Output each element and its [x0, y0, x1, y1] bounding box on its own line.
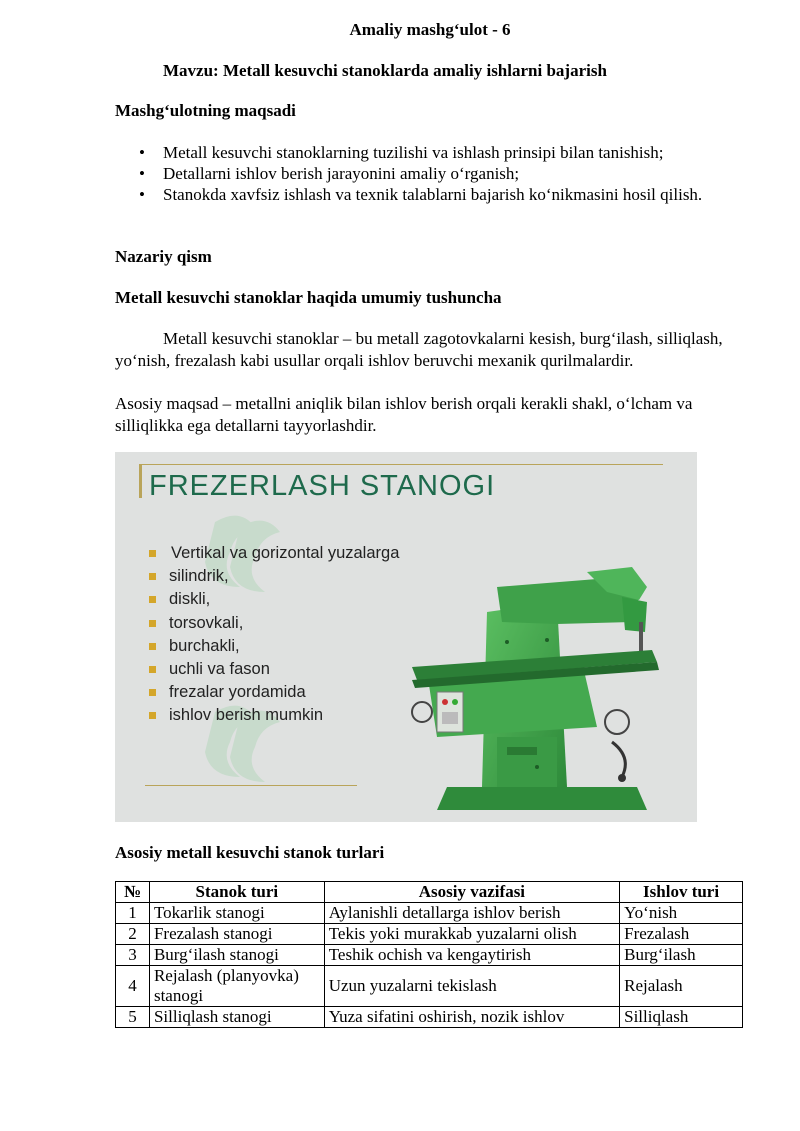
- milling-machine-figure: [115, 452, 697, 822]
- goal-item: • Metall kesuvchi stanoklarning tuzilishi va ishlash prinsipi bilan tanishish;: [139, 142, 739, 163]
- cell-process: Yo‘nish: [620, 903, 743, 924]
- milling-machine-icon: [407, 552, 667, 817]
- machine-types-table: [115, 881, 743, 1028]
- theory-heading: Nazariy qism: [115, 247, 212, 266]
- cell-function: Tekis yoki murakkab yuzalarni olish: [324, 924, 619, 945]
- figure-list-item: diskli,: [147, 588, 399, 611]
- cell-function: Aylanishli detallarga ishlov berish: [324, 903, 619, 924]
- column-header-number: №: [116, 882, 150, 903]
- goal-item: • Stanokda xavfsiz ishlash va texnik talablarni bajarish ko‘nikmasini hosil qilish.: [139, 184, 739, 205]
- column-header-type: Stanok turi: [149, 882, 324, 903]
- cell-number: 2: [116, 924, 150, 945]
- table-row: [116, 1007, 743, 1028]
- goals-list: [139, 142, 739, 205]
- column-header-process: Ishlov turi: [620, 882, 743, 903]
- table-heading: Asosiy metall kesuvchi stanok turlari: [115, 843, 385, 862]
- figure-list-item: burchakli,: [147, 635, 399, 658]
- paragraph-definition: Metall kesuvchi stanoklar – bu metall zagotovkalarni kesish, burg‘ilash, silliqlash, yo‘nish, frezalash kabi usullar orqali ishlov beruvchi mexanik qurilmalardir.: [115, 329, 723, 370]
- cell-function: Uzun yuzalarni tekislash: [324, 966, 619, 1007]
- figure-item-list: [147, 542, 399, 728]
- table-header-row: [116, 882, 743, 903]
- figure-bottom-rule: [145, 785, 357, 786]
- column-header-function: Asosiy vazifasi: [324, 882, 619, 903]
- figure-title: FREZERLASH STANOGI: [149, 470, 496, 502]
- goal-item: • Detallarni ishlov berish jarayonini amaliy o‘rganish;: [139, 163, 739, 184]
- table-row: [116, 966, 743, 1007]
- cell-number: 4: [116, 966, 150, 1007]
- figure-side-rule: [139, 464, 142, 498]
- figure-top-rule: [139, 464, 663, 465]
- figure-list-item: uchli va fason: [147, 658, 399, 681]
- cell-function: Teshik ochish va kengaytirish: [324, 945, 619, 966]
- cell-number: 3: [116, 945, 150, 966]
- cell-number: 5: [116, 1007, 150, 1028]
- bullet-square-icon: [149, 550, 156, 557]
- paragraph-purpose: Asosiy maqsad – metallni aniqlik bilan ishlov berish orqali kerakli shakl, o‘lcham va silliqlikka ega detallarni tayyorlashdir.: [115, 394, 693, 435]
- bullet-square-icon: [149, 712, 156, 719]
- cell-process: Rejalash: [620, 966, 743, 1007]
- concept-heading: Metall kesuvchi stanoklar haqida umumiy tushuncha: [115, 288, 502, 307]
- bullet-square-icon: [149, 620, 156, 627]
- cell-function: Yuza sifatini oshirish, nozik ishlov: [324, 1007, 619, 1028]
- figure-list-item: frezalar yordamida: [147, 681, 399, 704]
- table-row: [116, 945, 743, 966]
- bullet-square-icon: [149, 666, 156, 673]
- cell-process: Silliqlash: [620, 1007, 743, 1028]
- cell-type: Tokarlik stanogi: [149, 903, 324, 924]
- cell-type: Burg‘ilash stanogi: [149, 945, 324, 966]
- cell-number: 1: [116, 903, 150, 924]
- bullet-square-icon: [149, 643, 156, 650]
- figure-list-item: torsovkali,: [147, 612, 399, 635]
- figure-list-item: silindrik,: [147, 565, 399, 588]
- cell-type: Rejalash (planyovka) stanogi: [149, 966, 324, 1007]
- cell-process: Burg‘ilash: [620, 945, 743, 966]
- figure-list-item: ishlov berish mumkin: [147, 704, 399, 727]
- topic-heading: Mavzu: Metall kesuvchi stanoklarda amaliy ishlarni bajarish: [163, 61, 607, 80]
- figure-list-item: Vertikal va gorizontal yuzalarga: [147, 542, 399, 565]
- bullet-square-icon: [149, 573, 156, 580]
- cell-type: Silliqlash stanogi: [149, 1007, 324, 1028]
- table-row: [116, 924, 743, 945]
- cell-type: Frezalash stanogi: [149, 924, 324, 945]
- page-title: Amaliy mashg‘ulot - 6: [349, 20, 511, 39]
- cell-process: Frezalash: [620, 924, 743, 945]
- table-row: [116, 903, 743, 924]
- bullet-square-icon: [149, 689, 156, 696]
- goal-heading: Mashg‘ulotning maqsadi: [115, 101, 296, 120]
- bullet-square-icon: [149, 596, 156, 603]
